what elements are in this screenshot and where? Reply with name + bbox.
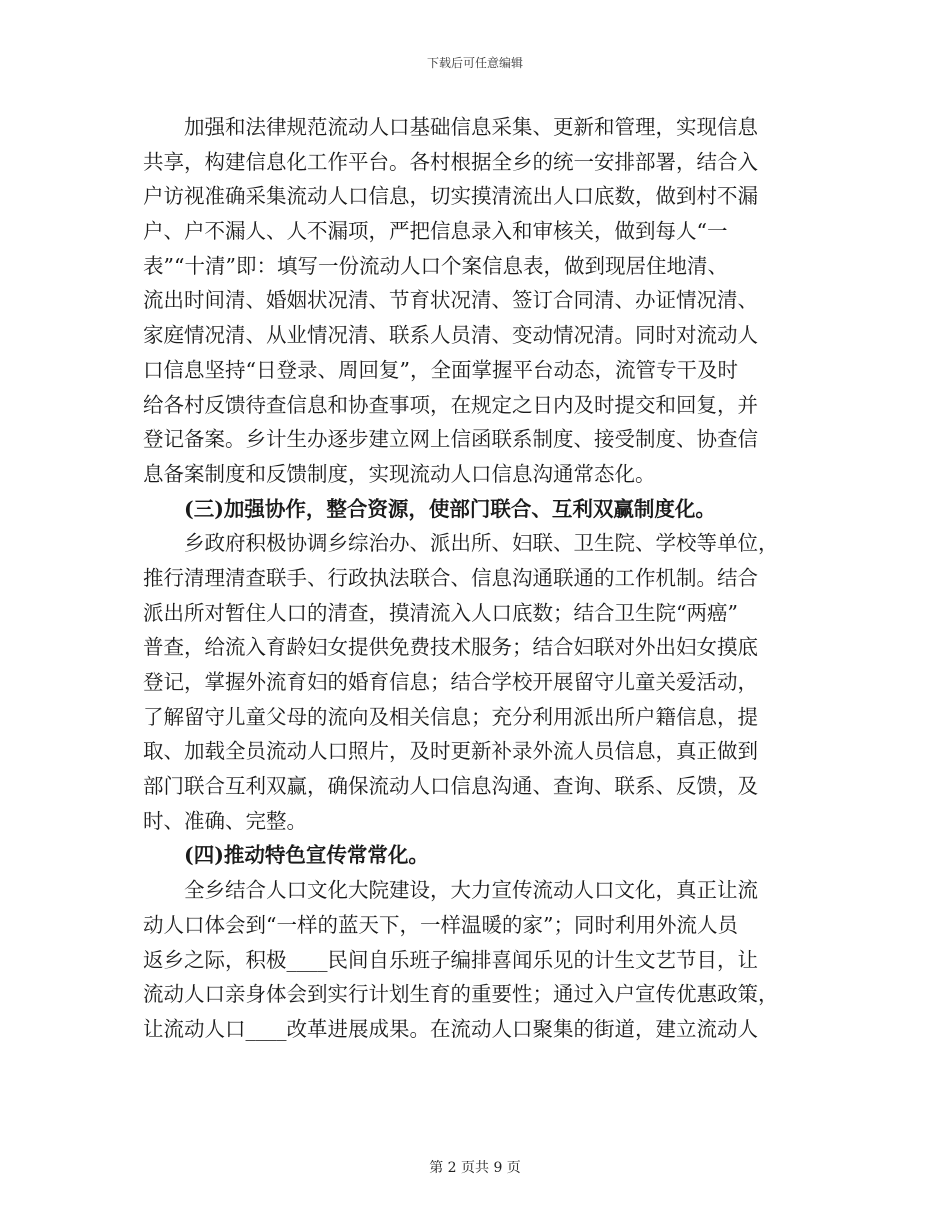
- paragraph-line: 户访视准确采集流动人口信息，切实摸清流出人口底数，做到村不漏: [143, 184, 758, 209]
- paragraph-line: 派出所对暂住人口的清查，摸清流入人口底数；结合卫生院“两癌”: [143, 600, 738, 625]
- paragraph-line: 表”“十清”即：填写一份流动人口个案信息表，做到现居住地清、: [143, 253, 728, 278]
- paragraph-line: 加强和法律规范流动人口基础信息采集、更新和管理，实现信息: [143, 115, 758, 139]
- paragraph-line: 返乡之际，积极____民间自乐班子编排喜闻乐见的计生文艺节目，让: [143, 947, 758, 972]
- paragraph-line: 流动人口亲身体会到实行计划生育的重要性；通过入户宣传优惠政策，: [143, 982, 779, 1007]
- paragraph-line: 乡政府积极协调乡综治办、派出所、妇联、卫生院、学校等单位，: [143, 531, 779, 556]
- section-heading-4: (四)推动特色宣传常常化。: [143, 843, 429, 868]
- paragraph-line: 普查，给流入育龄妇女提供免费技术服务；结合妇联对外出妇女摸底: [143, 635, 758, 660]
- paragraph-line: 让流动人口____改革进展成果。在流动人口聚集的街道，建立流动人: [143, 1016, 758, 1041]
- paragraph-line: 取、加载全员流动人口照片，及时更新补录外流人员信息，真正做到: [143, 739, 758, 764]
- paragraph-line: 时、准确、完整。: [143, 808, 307, 833]
- paragraph-line: 口信息坚持“日登录、周回复”，全面掌握平台动态，流管专干及时: [143, 357, 738, 382]
- paragraph-line: 家庭情况清、从业情况清、联系人员清、变动情况清。同时对流动人: [143, 323, 758, 348]
- paragraph-line: 户、户不漏人、人不漏项，严把信息录入和审核关，做到每人“一: [143, 219, 728, 244]
- paragraph-line: 全乡结合人口文化大院建设，大力宣传流动人口文化，真正让流: [143, 878, 758, 903]
- paragraph-line: 流出时间清、婚姻状况清、节育状况清、签订合同清、办证情况清、: [143, 288, 758, 313]
- section-heading-3: (三)加强协作，整合资源，使部门联合、互利双赢制度化。: [143, 496, 716, 521]
- paragraph-line: 了解留守儿童父母的流向及相关信息；充分利用派出所户籍信息，提: [143, 704, 758, 729]
- page-footer: 第 2 页共 9 页: [429, 1160, 521, 1176]
- paragraph-line: 动人口体会到“一样的蓝天下，一样温暖的家”；同时利用外流人员: [143, 912, 738, 937]
- paragraph-line: 息备案制度和反馈制度，实现流动人口信息沟通常态化。: [143, 461, 656, 486]
- page-header: 下载后可任意编辑: [426, 56, 523, 70]
- paragraph-line: 推行清理清查联手、行政执法联合、信息沟通联通的工作机制。结合: [143, 565, 758, 590]
- paragraph-line: 登记，掌握外流育妇的婚育信息；结合学校开展留守儿童关爱活动，: [143, 670, 758, 694]
- paragraph-line: 部门联合互利双赢，确保流动人口信息沟通、查询、联系、反馈，及: [143, 774, 758, 799]
- document-body: [143, 110, 803, 1047]
- paragraph-line: 共享，构建信息化工作平台。各村根据全乡的统一安排部署，结合入: [143, 149, 758, 174]
- paragraph-line: 给各村反馈待查信息和协查事项，在规定之日内及时提交和回复，并: [143, 392, 758, 417]
- paragraph-line: 登记备案。乡计生办逐步建立网上信函联系制度、接受制度、协查信: [143, 427, 758, 452]
